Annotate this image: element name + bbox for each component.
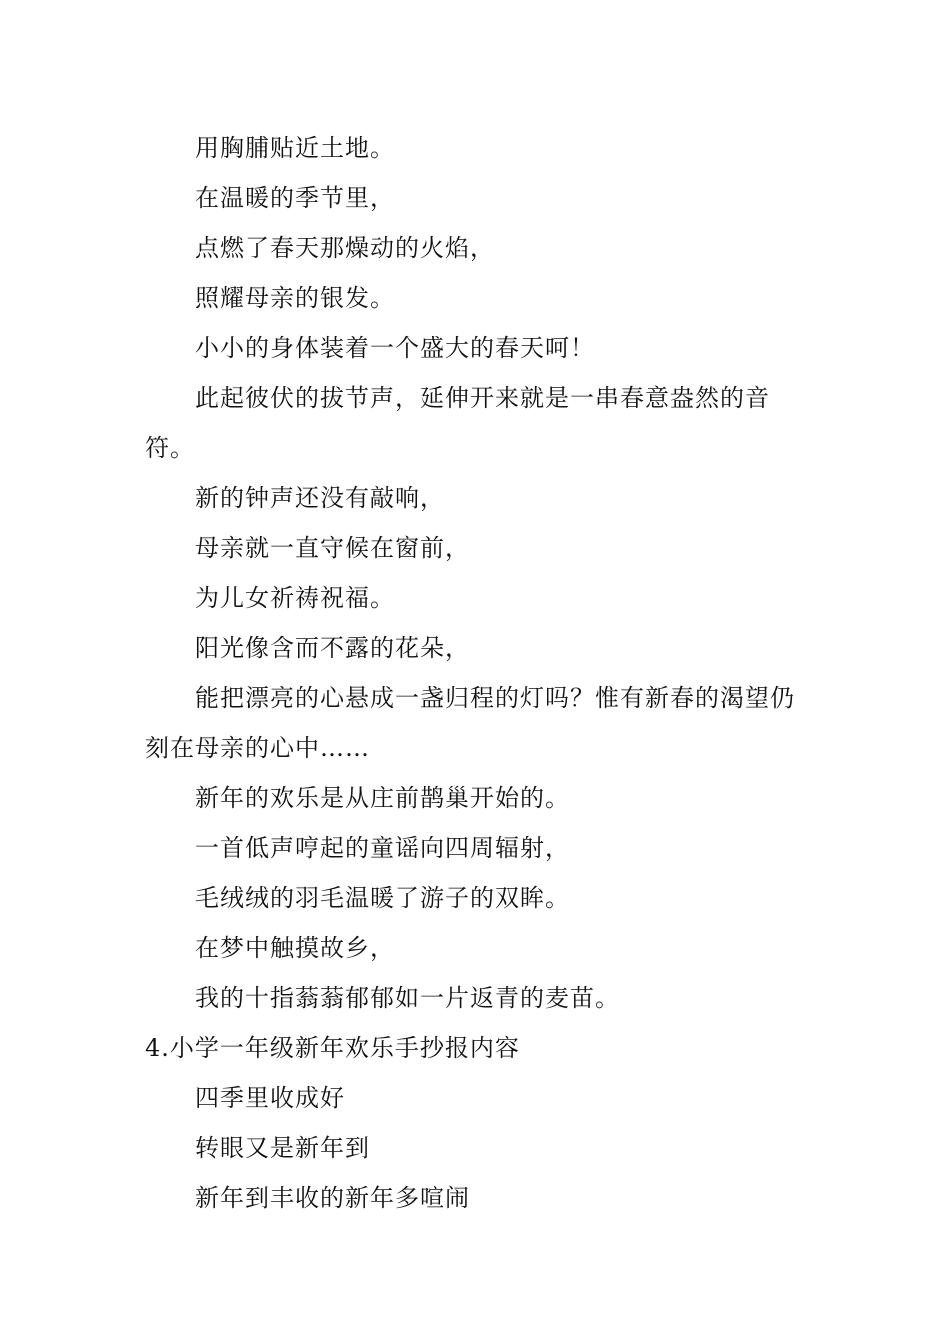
paragraph-line: 用胸脯贴近土地。 (195, 134, 395, 162)
paragraph-line: 母亲就一直守候在窗前， (195, 534, 470, 562)
paragraph-line: 一首低声哼起的童谣向四周辐射， (195, 834, 570, 862)
section-heading: 4.小学一年级新年欢乐手抄报内容 (145, 1034, 520, 1062)
paragraph-line: 我的十指蓊蓊郁郁如一片返青的麦苗。 (195, 984, 620, 1012)
paragraph-line: 毛绒绒的羽毛温暖了游子的双眸。 (195, 884, 570, 912)
paragraph-line: 此起彼伏的拔节声，延伸开来就是一串春意盎然的音符。 (145, 384, 770, 462)
paragraph-line: 在梦中触摸故乡， (195, 934, 395, 962)
paragraph-line: 小小的身体装着一个盛大的春天呵！ (195, 334, 595, 362)
paragraph-line: 新的钟声还没有敲响， (195, 484, 445, 512)
paragraph-line: 为儿女祈祷祝福。 (195, 584, 395, 612)
paragraph-line: 照耀母亲的银发。 (195, 284, 395, 312)
paragraph-line: 阳光像含而不露的花朵， (195, 634, 470, 662)
paragraph-line: 新年到丰收的新年多喧闹 (195, 1184, 470, 1212)
paragraph-line: 四季里收成好 (195, 1084, 345, 1112)
paragraph-line: 点燃了春天那燥动的火焰， (195, 234, 495, 262)
paragraph-line: 能把漂亮的心悬成一盏归程的灯吗？惟有新春的渴望仍刻在母亲的心中…… (145, 684, 795, 762)
paragraph-line: 转眼又是新年到 (195, 1134, 370, 1162)
paragraph-line: 新年的欢乐是从庄前鹊巢开始的。 (195, 784, 570, 812)
document-body (145, 123, 810, 1223)
paragraph-line: 在温暖的季节里， (195, 184, 395, 212)
